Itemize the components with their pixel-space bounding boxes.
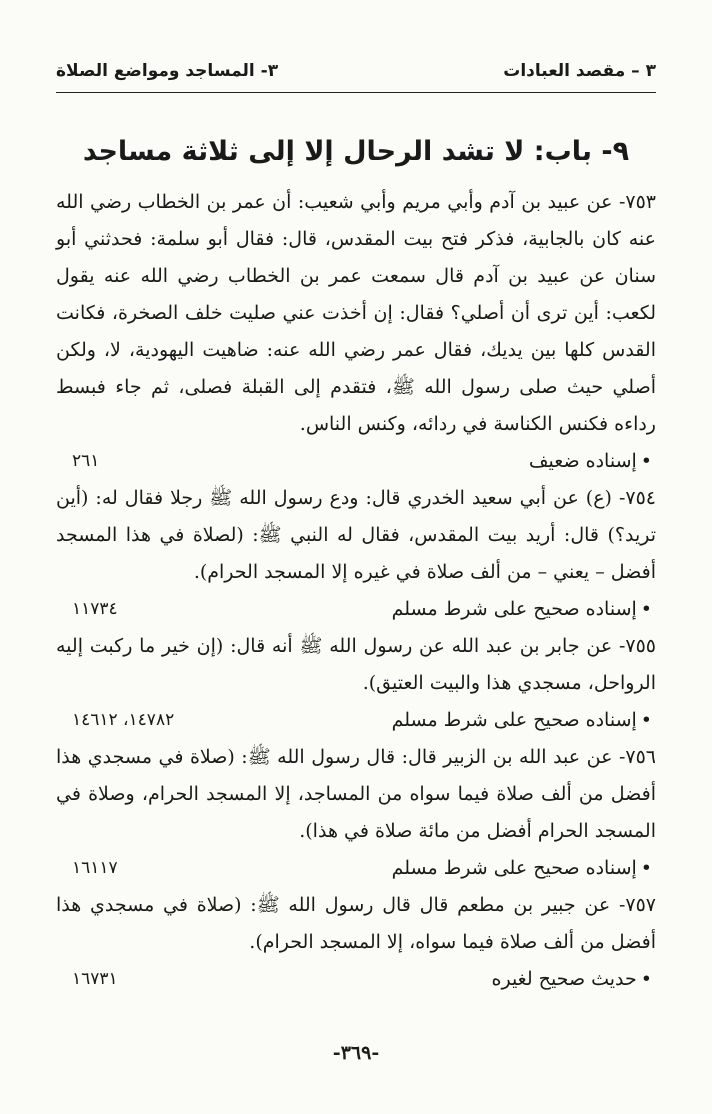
- header-left-title: ٣- المساجد ومواضع الصلاة: [56, 61, 279, 81]
- hadith-reference-number: ٢٦١: [72, 451, 100, 471]
- running-header: [56, 54, 656, 88]
- hadith-grade: • إسناده صحيح على شرط مسلم: [392, 850, 652, 887]
- hadith-grade: • إسناده صحيح على شرط مسلم: [392, 591, 652, 628]
- hadith-list: [56, 184, 656, 998]
- hadith-grade-row: [56, 443, 656, 480]
- hadith-grade: • إسناده صحيح على شرط مسلم: [392, 702, 652, 739]
- hadith-reference-number: ١١٧٣٤: [72, 599, 118, 619]
- hadith-reference-number: ١٦٧٣١: [72, 969, 118, 989]
- hadith-text: ٧٥٣- عن عبيد بن آدم وأبي مريم وأبي شعيب: أن عمر بن الخطاب رضي الله عنه كان بالجابية، فذكر فتح بيت المقدس، قال: فقال أبو سلمة: فحدثني أبو سنان عن عبيد بن آدم قال سمعت عمر بن الخطاب رضي الله عنه يقول لكعب: أين ترى أن أصلي؟ فقال: إن أخذت عني صليت خلف الصخرة، فكانت القدس كلها بين يديك، فقال عمر رضي الله عنه: ضاهيت اليهودية، لا، ولكن أصلي حيث صلى رسول الله ﷺ، فتقدم إلى القبلة فصلى، ثم جاء فبسط رداءه فكنس الكناسة في ردائه، وكنس الناس.: [56, 191, 656, 435]
- hadith-grade: • حديث صحيح لغيره: [492, 961, 652, 998]
- hadith-grade-row: [56, 591, 656, 628]
- hadith-grade-row: [56, 702, 656, 739]
- header-right-title: ٣ – مقصد العبادات: [503, 61, 656, 81]
- chapter-title: ٩- باب: لا تشد الرحال إلا إلى ثلاثة مساجد: [82, 136, 630, 167]
- page-number: -٣٦٩-: [332, 1042, 380, 1064]
- hadith-grade-row: [56, 850, 656, 887]
- hadith-grade: • إسناده ضعيف: [529, 443, 652, 480]
- header-divider: [56, 92, 656, 93]
- hadith-reference-number: ١٤٧٨٢، ١٤٦١٢: [72, 710, 175, 730]
- hadith-grade-row: [56, 961, 656, 998]
- hadith-text: ٧٥٦- عن عبد الله بن الزبير قال: قال رسول الله ﷺ: (صلاة في مسجدي هذا أفضل من ألف صلاة فيما سواه من المساجد، إلا المسجد الحرام، وصلاة في المسجد الحرام أفضل من مائة صلاة في هذا).: [56, 746, 656, 842]
- hadith-text: ٧٥٧- عن جبير بن مطعم قال قال رسول الله ﷺ: (صلاة في مسجدي هذا أفضل من ألف صلاة فيما سواه، إلا المسجد الحرام).: [56, 894, 656, 953]
- hadith-text: ٧٥٤- (ع) عن أبي سعيد الخدري قال: ودع رسول الله ﷺ رجلا فقال له: (أين تريد؟) قال: أريد بيت المقدس، فقال له النبي ﷺ: (لصلاة في هذا المسجد أفضل – يعني – من ألف صلاة في غيره إلا المسجد الحرام).: [56, 487, 656, 583]
- hadith-text: ٧٥٥- عن جابر بن عبد الله عن رسول الله ﷺ أنه قال: (إن خير ما ركبت إليه الرواحل، مسجدي هذا والبيت العتيق).: [56, 635, 656, 694]
- hadith-reference-number: ١٦١١٧: [72, 858, 118, 878]
